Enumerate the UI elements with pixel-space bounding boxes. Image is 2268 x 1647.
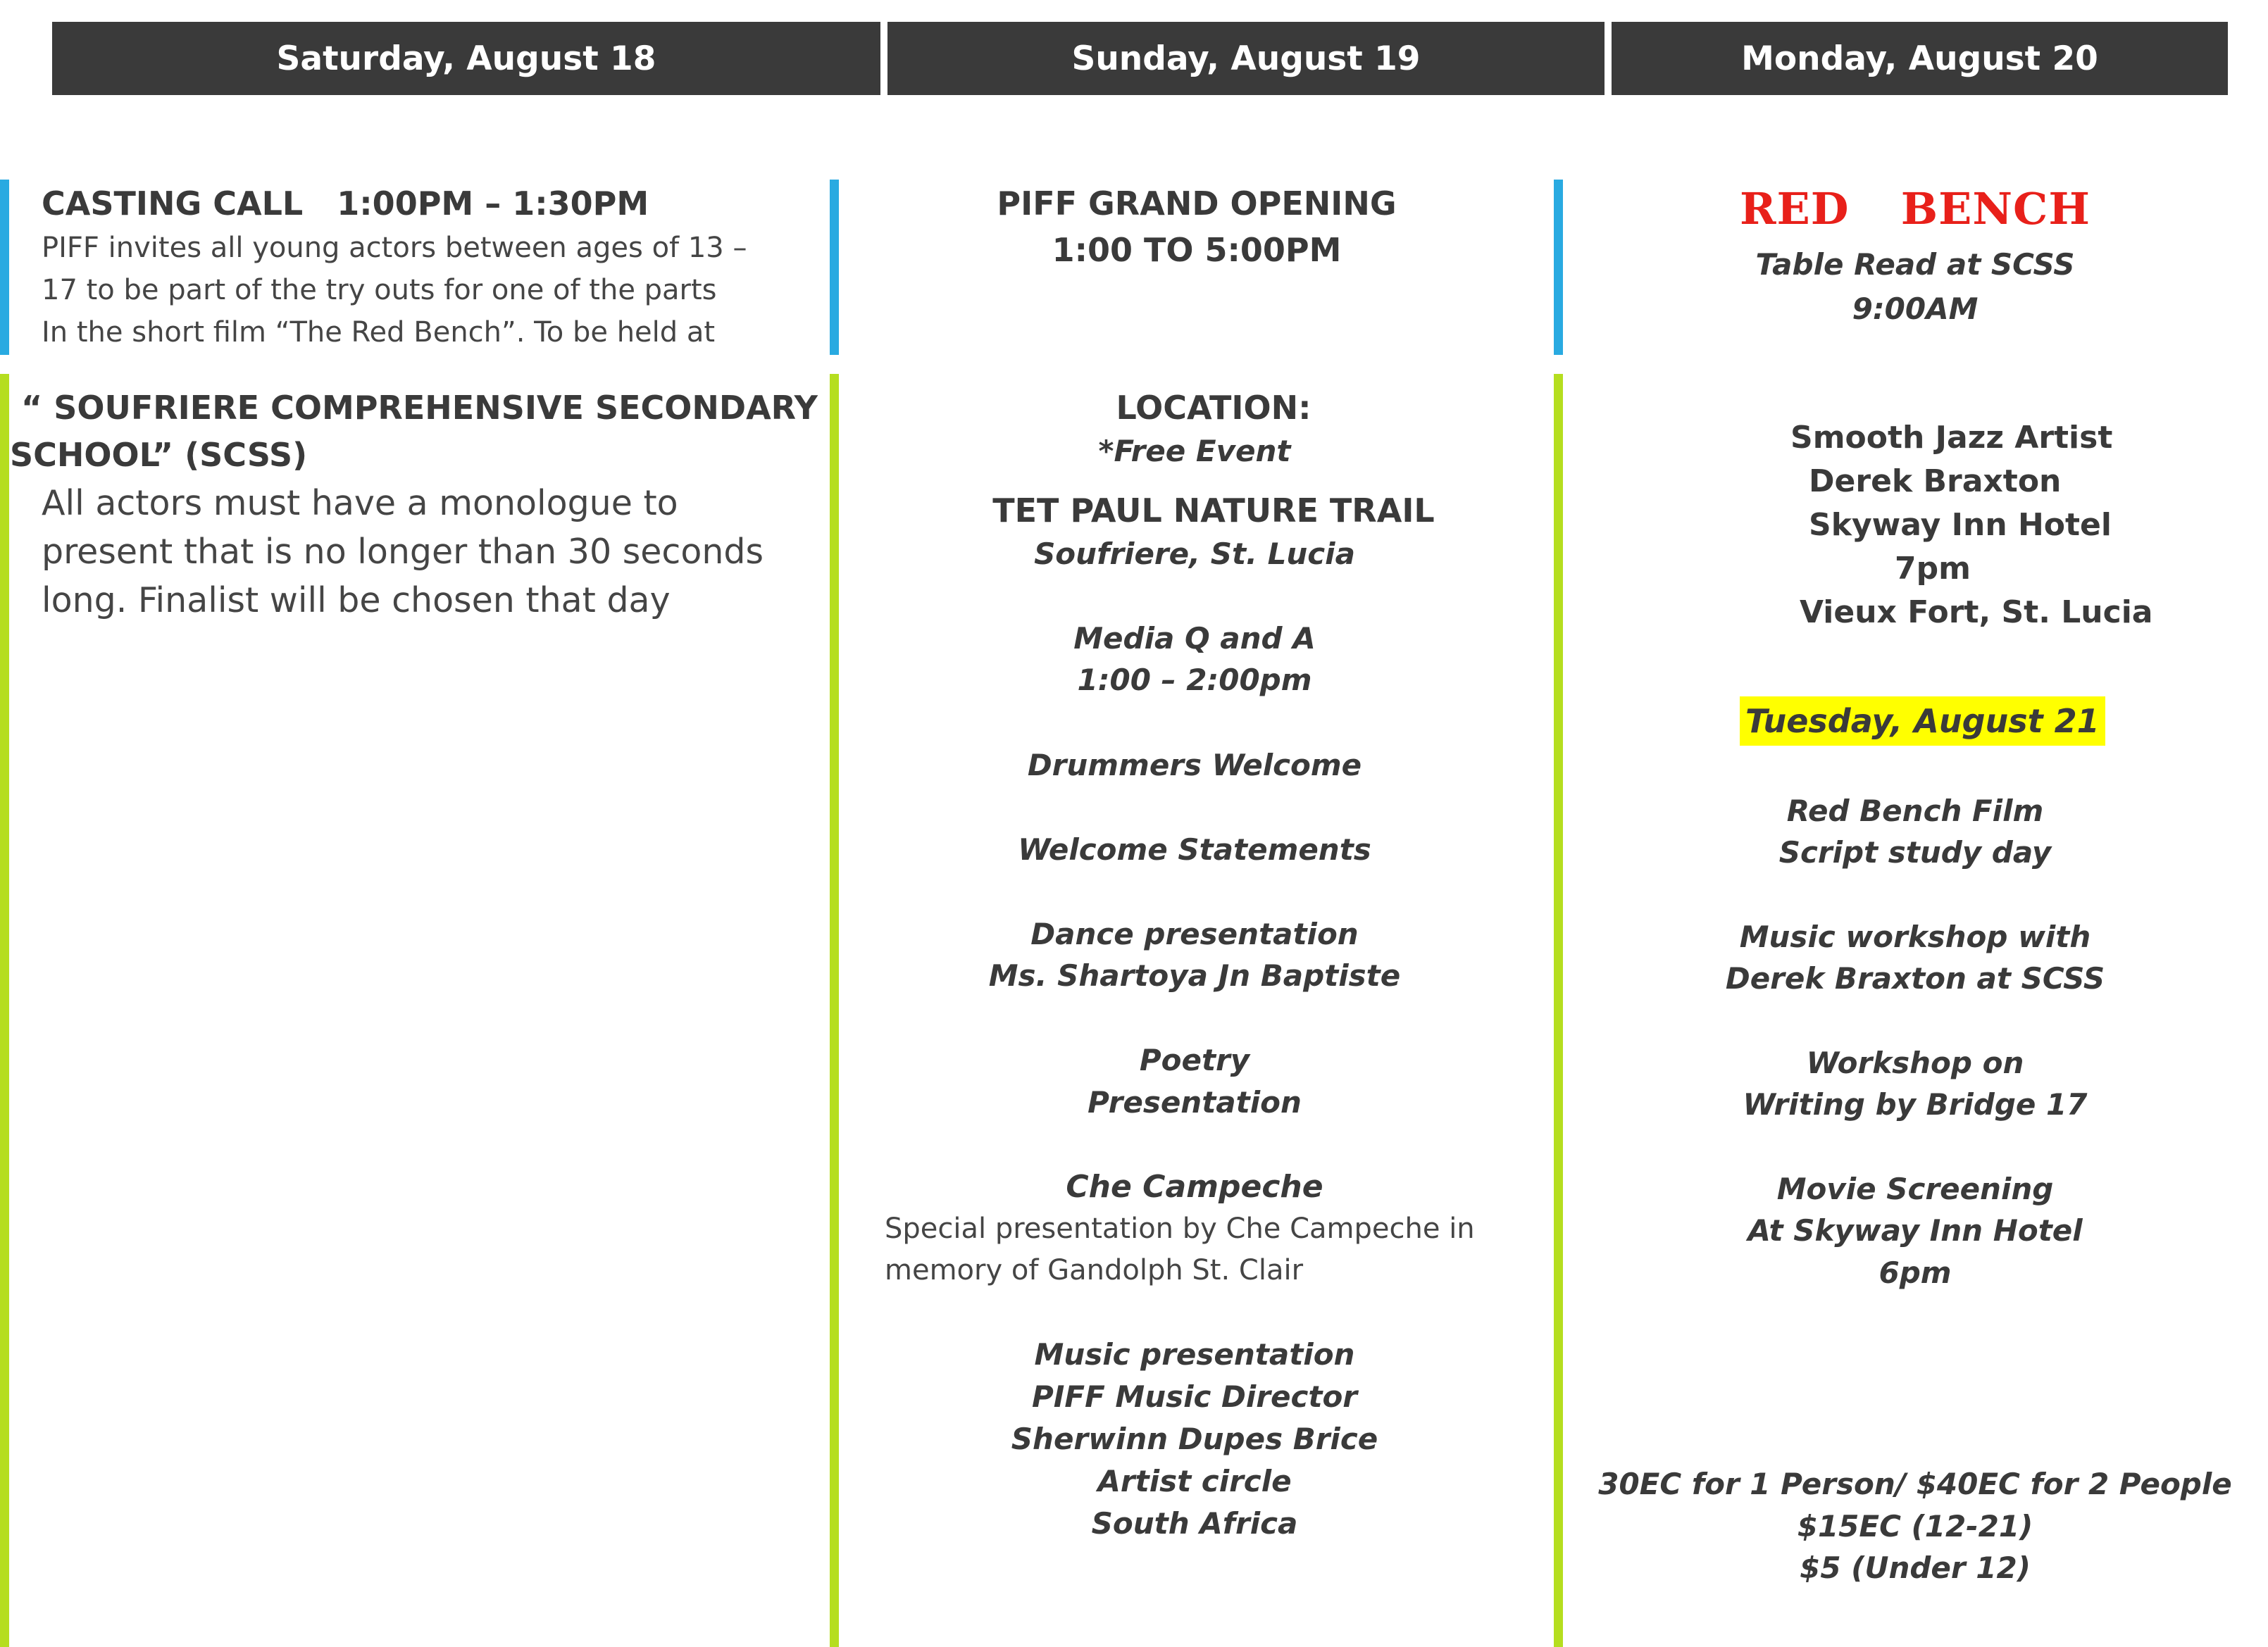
che-desc-line-1: Special presentation by Che Campeche in xyxy=(885,1213,1475,1245)
music-line-3: Sherwinn Dupes Brice xyxy=(1011,1422,1378,1456)
writing-workshop-line-2: Writing by Bridge 17 xyxy=(1743,1087,2088,1122)
music-line-5: South Africa xyxy=(1091,1506,1298,1541)
accent-bar-blue xyxy=(1554,180,1563,355)
accent-bar-blue xyxy=(830,180,839,355)
che-campeche-title: Che Campeche xyxy=(1066,1169,1323,1205)
welcome-statements: Welcome Statements xyxy=(1018,832,1371,867)
monologue-line-3: long. Finalist will be chosen that day xyxy=(42,580,671,620)
che-desc-line-2: memory of Gandolph St. Clair xyxy=(885,1254,1304,1286)
header-sunday: Sunday, August 19 xyxy=(887,22,1605,95)
jazz-line-5: Vieux Fort, St. Lucia xyxy=(1800,594,2153,630)
casting-call-title: CASTING CALL 1:00PM – 1:30PM xyxy=(42,184,649,223)
tuesday-heading xyxy=(1740,702,2105,740)
casting-line-3: In the short film “The Red Bench”. To be held at xyxy=(42,316,716,349)
screening-line-2: At Skyway Inn Hotel xyxy=(1747,1213,2083,1248)
table-read: Table Read at SCSS xyxy=(1755,247,2075,282)
media-title: Media Q and A xyxy=(1073,621,1316,656)
accent-bar-blue xyxy=(0,180,9,355)
tuesday-heading-highlight: Tuesday, August 21 xyxy=(1740,696,2105,746)
dance-performer: Ms. Shartoya Jn Baptiste xyxy=(988,958,1401,993)
accent-bar-green xyxy=(0,374,9,1647)
price-line-1: 30EC for 1 Person/ $40EC for 2 People xyxy=(1598,1467,2232,1501)
venue-name: TET PAUL NATURE TRAIL xyxy=(992,491,1435,530)
music-line-2: PIFF Music Director xyxy=(1031,1379,1358,1414)
header-monday: Monday, August 20 xyxy=(1612,22,2228,95)
monologue-line-1: All actors must have a monologue to xyxy=(42,483,678,523)
grand-opening-title: PIFF GRAND OPENING xyxy=(997,184,1397,223)
school-line-2: SCHOOL” (SCSS) xyxy=(10,436,308,474)
casting-line-1: PIFF invites all young actors between ages of 13 – xyxy=(42,232,747,264)
grand-opening-time: 1:00 TO 5:00PM xyxy=(1052,231,1342,269)
accent-bar-green xyxy=(1554,374,1563,1647)
music-workshop-line-2: Derek Braxton at SCSS xyxy=(1725,961,2105,996)
poetry-line-2: Presentation xyxy=(1088,1085,1302,1120)
music-line-1: Music presentation xyxy=(1034,1337,1355,1372)
media-time: 1:00 – 2:00pm xyxy=(1077,663,1312,697)
script-study-line-2: Script study day xyxy=(1778,835,2052,870)
free-event-note: *Free Event xyxy=(1098,434,1291,468)
music-line-4: Artist circle xyxy=(1097,1464,1292,1498)
red-bench-title: RED BENCH xyxy=(1740,183,2091,234)
script-study-line-1: Red Bench Film xyxy=(1786,794,2044,828)
price-line-3: $5 (Under 12) xyxy=(1800,1551,2031,1585)
jazz-line-4: 7pm xyxy=(1895,551,1971,587)
jazz-line-1: Smooth Jazz Artist xyxy=(1790,420,2113,456)
screening-time: 6pm xyxy=(1878,1255,1952,1290)
poetry-line-1: Poetry xyxy=(1139,1043,1250,1077)
accent-bar-green xyxy=(830,374,839,1647)
drummers-welcome: Drummers Welcome xyxy=(1027,748,1362,782)
header-saturday: Saturday, August 18 xyxy=(52,22,880,95)
location-label: LOCATION: xyxy=(1116,389,1311,427)
jazz-line-2: Derek Braxton xyxy=(1809,463,2062,499)
price-line-2: $15EC (12-21) xyxy=(1797,1509,2033,1543)
jazz-line-3: Skyway Inn Hotel xyxy=(1809,507,2112,543)
music-workshop-line-1: Music workshop with xyxy=(1739,920,2091,954)
screening-line-1: Movie Screening xyxy=(1776,1172,2054,1206)
monologue-line-2: present that is no longer than 30 seconds xyxy=(42,532,764,572)
table-read-time: 9:00AM xyxy=(1852,292,1979,326)
casting-line-2: 17 to be part of the try outs for one of the parts xyxy=(42,274,717,306)
dance-title: Dance presentation xyxy=(1030,917,1359,951)
venue-place: Soufriere, St. Lucia xyxy=(1034,537,1355,571)
writing-workshop-line-1: Workshop on xyxy=(1806,1046,2024,1080)
school-line-1: “ SOUFRIERE COMPREHENSIVE SECONDARY xyxy=(21,389,818,427)
